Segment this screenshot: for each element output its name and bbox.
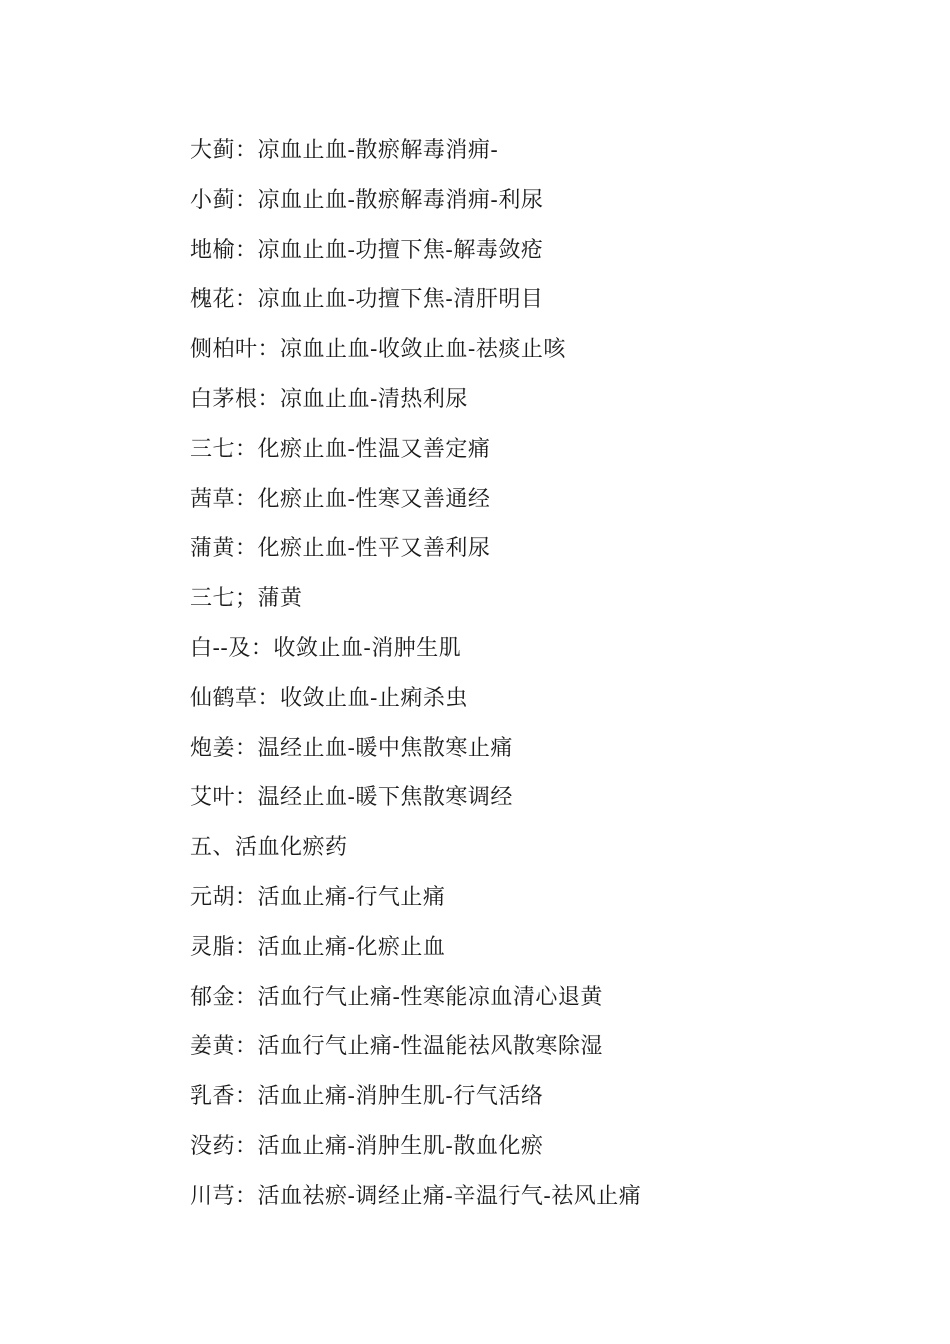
text-line: 灵脂：活血止痛-化瘀止血	[190, 934, 446, 960]
text-line: 地榆：凉血止血-功擅下焦-解毒敛疮	[190, 237, 544, 263]
text-body	[190, 134, 890, 1230]
text-line: 侧柏叶：凉血止血-收敛止血-祛痰止咳	[190, 337, 566, 363]
text-line: 仙鹤草：收敛止血-止痢杀虫	[190, 685, 468, 711]
text-line: 槐花：凉血止血-功擅下焦-清肝明目	[190, 287, 544, 313]
text-line: 没药：活血止痛-消肿生肌-散血化瘀	[190, 1133, 544, 1159]
text-line: 炮姜：温经止血-暖中焦散寒止痛	[190, 735, 513, 761]
text-line: 三七：化瘀止血-性温又善定痛	[190, 436, 491, 462]
text-line: 郁金：活血行气止痛-性寒能凉血清心退黄	[190, 984, 603, 1010]
text-line: 大蓟：凉血止血-散瘀解毒消痈-	[190, 138, 499, 163]
text-line: 三七；蒲黄	[190, 586, 303, 612]
text-line: 元胡：活血止痛-行气止痛	[190, 884, 446, 910]
text-line: 茜草：化瘀止血-性寒又善通经	[190, 486, 491, 512]
text-line: 白茅根：凉血止血-清热利尿	[190, 386, 468, 412]
text-line: 白--及：收敛止血-消肿生肌	[190, 635, 462, 661]
text-line: 乳香：活血止痛-消肿生肌-行气活络	[190, 1084, 544, 1110]
text-line: 姜黄：活血行气止痛-性温能祛风散寒除湿	[190, 1034, 603, 1060]
text-line: 蒲黄：化瘀止血-性平又善利尿	[190, 536, 491, 562]
text-line: 小蓟：凉血止血-散瘀解毒消痈-利尿	[190, 187, 544, 213]
section-heading: 五、活血化瘀药	[190, 835, 348, 861]
text-line: 艾叶：温经止血-暖下焦散寒调经	[190, 785, 513, 811]
text-line: 川芎：活血祛瘀-调经止痛-辛温行气-祛风止痛	[190, 1183, 642, 1209]
